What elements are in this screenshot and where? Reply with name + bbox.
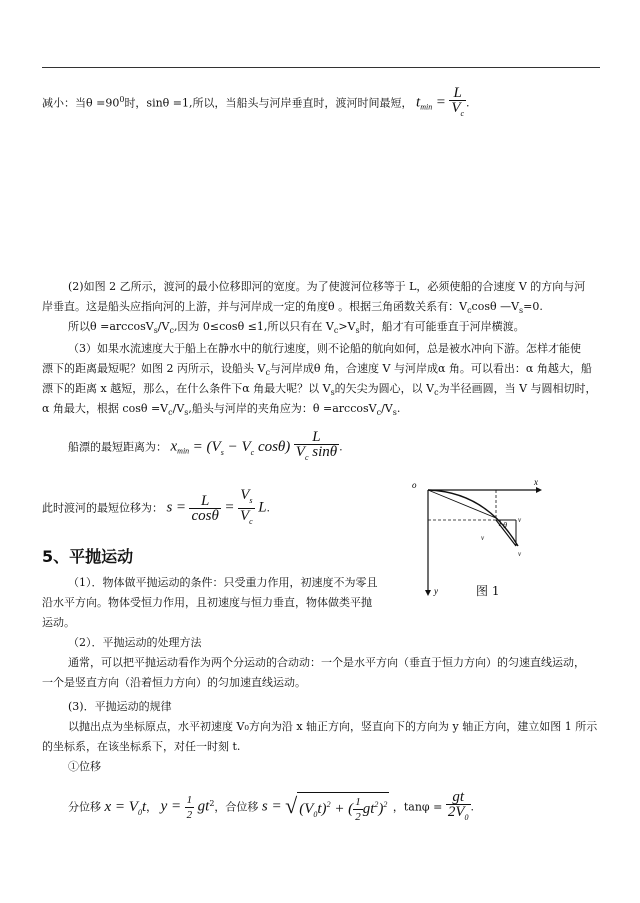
fraction-gt-over-2V0: $\frac{gt}{2V_0}$	[447, 789, 469, 822]
p1-line1: （1）．物体做平抛运动的条件：只受重力作用，初速度不为零且	[68, 576, 378, 589]
p2-title: （2）．平抛运动的处理方法	[68, 636, 202, 649]
fraction-L-over-Vc-sin: $\frac{L}{V_c \sin\theta}$	[295, 429, 338, 462]
fraction-L-over-cos: $\frac{L}{\cos\theta}$	[191, 493, 219, 524]
figure-1-caption: 图 1	[476, 584, 500, 598]
displacement-line	[428, 490, 496, 518]
fraction-L-over-Vc: $\frac{L}{V_c}$	[451, 85, 465, 118]
p1-line2: 沿水平方向。物体受恒力作用，且初速度与恒力垂直，物体做类平抛	[42, 596, 372, 609]
para3-line2: 漂下的距离最短呢？如图 2 丙所示，设船头 $V_c$与河岸成θ 角，合速度 V 与河岸成α 角。可以看出：α 角越大，船	[42, 362, 592, 378]
header-rule	[42, 67, 600, 68]
formula-s: 此时渡河的最短位移为： s = $\frac{L}{\cos\theta}$ = $\frac{V_s}{V_c}$ L.	[42, 488, 270, 529]
para2-line3: 所以$\theta =\arccos V_s/V_c$,因为 0≤cosθ ≤1,所以只有在 $V_c>V_s$时，船才有可能垂直于河岸横渡。	[68, 320, 525, 336]
x-axis-arrow	[536, 487, 542, 493]
formula-xmin: 船漂的最短距离为： $x_{min} = (V_s - V_c$ cosθ) $\frac{L}{V_c \sin\theta}$ .	[68, 430, 343, 465]
x-label: x	[534, 477, 538, 487]
trajectory-curve	[428, 490, 518, 546]
fraction-one-half: $\frac{1}{2}$	[186, 794, 193, 821]
p2-line1: 通常，可以把平抛运动看作为两个分运动的合动动：一个是水平方向（垂直于恒力方向）的匀速直线运动，	[68, 656, 585, 669]
y-label: y	[434, 586, 438, 596]
p3-title: (3)．平抛运动的规律	[68, 700, 172, 713]
p3-line2: 的坐标系，在该坐标系下，对任一时刻 t.	[42, 740, 241, 753]
para2-line1: (2)如图 2 乙所示，渡河的最小位移即河的宽度。为了使渡河位移等于 L，必须使船的合速度 V 的方向与河	[68, 280, 586, 293]
p3-line1: 以抛出点为坐标原点，水平初速度 V₀方向为沿 x 轴正方向，竖直向下的方向为 y 轴正方向，建立如图 1 所示	[68, 720, 598, 733]
y-axis-arrow	[425, 590, 431, 596]
para3-line1: （3）如果水流速度大于船上在静水中的航行速度，则不论船的航向如何，总是被水冲向下游。怎样才能使	[68, 342, 581, 355]
formula-displacement: 分位移 $x = V_0t$， y = $\frac{1}{2}$ $gt^2$，合位移 s = √ $(V_0t)^2$ + ( $\frac{1}{2}$ $gt^2)^2$ ，tanφ = $\frac{gt}{2V_0}$ .	[68, 790, 474, 825]
vy-label: v	[481, 534, 485, 542]
sqrt-expression: √ $(V_0t)^2$ + ( $\frac{1}{2}$ $gt^2)^2$	[285, 792, 388, 823]
origin-label: o	[412, 480, 417, 490]
para2-line2: 岸垂直。这是船头应指向河的上游，并与河岸成一定的角度θ 。根据三角函数关系有：$V_c\cos\theta$ $—V_s=0$.	[42, 300, 543, 316]
para3-line4: α 角最大，根据 $\cos\theta =V_c/V_s$,船头与河岸的夹角应为：$\theta =\arccos V_c/V_s$.	[42, 402, 401, 418]
text-line-min-time: 减小：当$\theta =90^0$时，sinθ =1,所以，当船头与河岸垂直时，渡河时间最短， $t_{min}$ = $\frac{L}{V_c}$ .	[42, 86, 470, 121]
p2-line2: 一个是竖直方向（沿着恒力方向）的匀加速直线运动。	[42, 676, 306, 689]
fraction-Vs-over-Vc: $\frac{V_s}{V_c}$	[239, 487, 253, 526]
vx-label: v	[518, 516, 522, 524]
p3-sub1: ①位移	[68, 760, 101, 773]
section-5-title: 5、平抛运动	[42, 547, 134, 566]
theta-label: θ	[503, 521, 507, 530]
p1-line3: 运动。	[42, 616, 75, 629]
v-label: v	[518, 550, 522, 558]
para3-line3: 漂下的距离 x 越短，那么，在什么条件下α 角最大呢？以 $V_s$的矢尖为圆心，以 $V_c$为半径画圆，当 V 与圆相切时，	[42, 382, 597, 398]
